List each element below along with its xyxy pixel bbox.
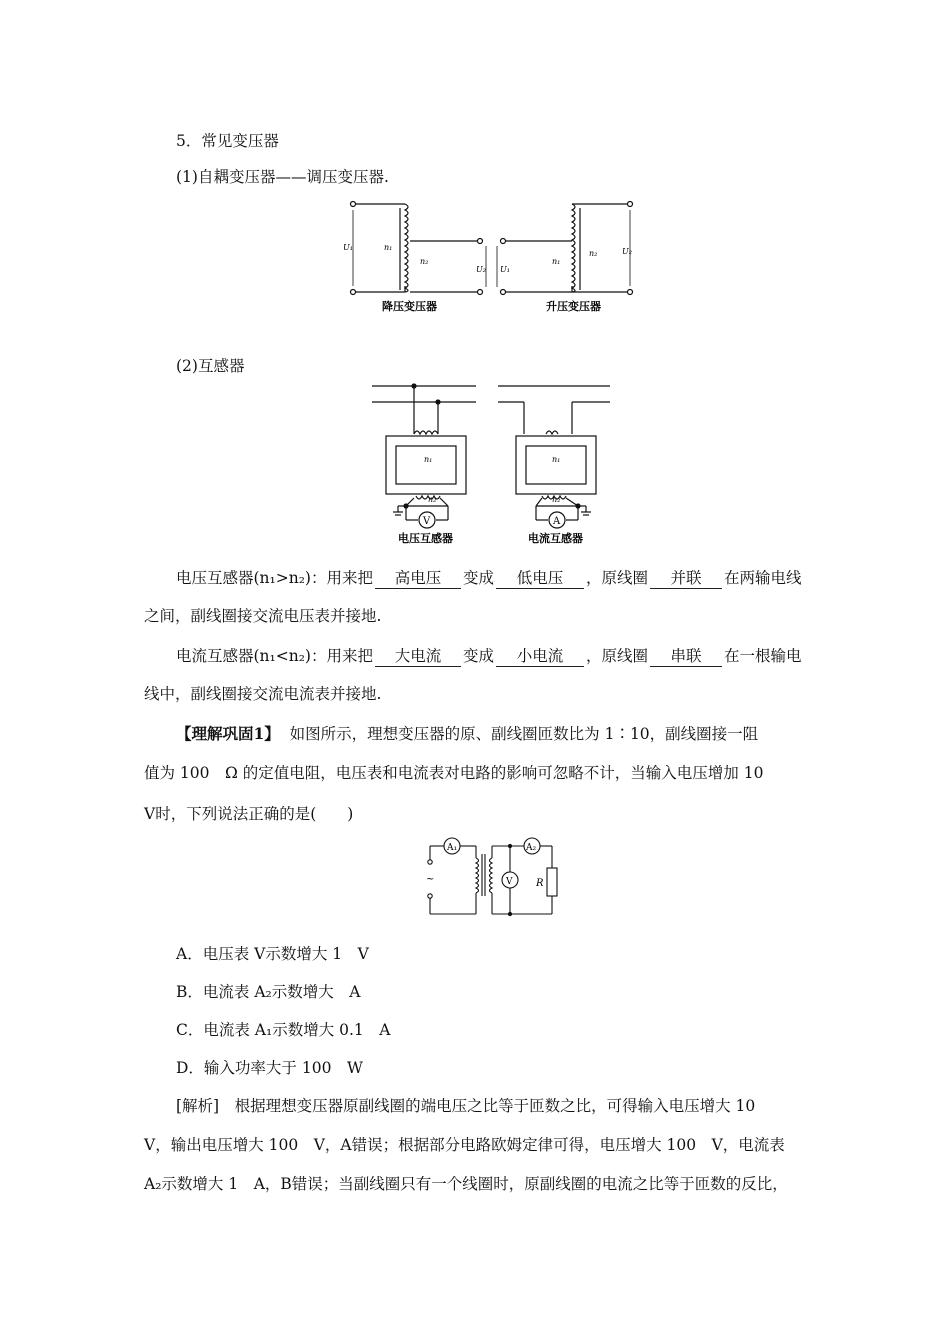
- svg-text:U₂: U₂: [622, 247, 632, 256]
- svg-text:V: V: [506, 877, 513, 887]
- svg-text:A₂: A₂: [526, 843, 537, 853]
- pt-sentence-cont: 之间，副线圈接交流电压表并接地.: [144, 607, 382, 625]
- blank-low-voltage: 低电压: [496, 566, 584, 589]
- svg-text:n₁: n₁: [424, 455, 433, 464]
- question-tag: 【理解巩固1】: [176, 724, 280, 743]
- svg-text:R: R: [536, 878, 544, 889]
- analysis-line2: V，输出电压增大 100 V，A错误；根据部分电路欧姆定律可得，电压增大 100 V，电流表: [144, 1136, 785, 1154]
- svg-text:V: V: [423, 516, 431, 527]
- svg-text:n₁: n₁: [552, 257, 561, 266]
- svg-text:n₂: n₂: [420, 257, 429, 266]
- blank-series: 串联: [650, 644, 722, 667]
- svg-text:n₁: n₁: [552, 455, 561, 464]
- svg-text:升压变压器: 升压变压器: [546, 300, 601, 313]
- svg-text:电压互感器: 电压互感器: [398, 532, 453, 545]
- blank-small-current: 小电流: [496, 644, 584, 667]
- svg-text:降压变压器: 降压变压器: [382, 300, 437, 313]
- blank-parallel: 并联: [650, 566, 722, 589]
- svg-text:n₁: n₁: [384, 243, 393, 252]
- question-line3: V时，下列说法正确的是( ): [144, 805, 354, 823]
- pt-sentence: 电压互感器(n₁>n₂)：用来把 高电压 变成 低电压 ，原线圈 并联 在两输电线: [176, 566, 950, 589]
- svg-text:U₁: U₁: [343, 243, 353, 252]
- svg-text:~: ~: [426, 874, 435, 885]
- analysis-line3: A₂示数增大 1 A，B错误；当副线圈只有一个线圈时，原副线圈的电流之比等于匝数的反比，: [144, 1175, 788, 1193]
- blank-large-current: 大电流: [375, 644, 461, 667]
- svg-text:A: A: [553, 516, 561, 527]
- option-a: A．电压表 V示数增大 1 V: [176, 945, 369, 963]
- analysis-line1: [解析] 根据理想变压器原副线圈的端电压之比等于匝数之比，可得输入电压增大 10: [176, 1097, 756, 1115]
- svg-text:U₁: U₁: [500, 265, 510, 274]
- svg-text:n₂: n₂: [552, 495, 561, 504]
- svg-text:n₂: n₂: [589, 249, 598, 258]
- autotransformer-figure: [340, 192, 650, 320]
- svg-text:A₁: A₁: [447, 843, 458, 853]
- ct-sentence: 电流互感器(n₁<n₂)：用来把 大电流 变成 小电流 ，原线圈 串联 在一根输电: [176, 644, 950, 667]
- question-line1: 【理解巩固1】 如图所示，理想变压器的原、副线圈匝数比为 1∶10，副线圈接一阻: [176, 724, 759, 743]
- option-c: C．电流表 A₁示数增大 0.1 A: [176, 1021, 391, 1039]
- svg-text:n₂: n₂: [428, 495, 437, 504]
- section-title: 5．常见变压器: [176, 132, 279, 150]
- option-d: D．输入功率大于 100 W: [176, 1059, 363, 1077]
- ct-sentence-cont: 线中，副线圈接交流电流表并接地.: [144, 685, 382, 703]
- svg-text:电流互感器: 电流互感器: [528, 532, 583, 545]
- question-line2: 值为 100 Ω 的定值电阻，电压表和电流表对电路的影响可忽略不计，当输入电压增加 10: [144, 764, 764, 782]
- instrument-transformer-figure: [366, 378, 616, 546]
- circuit-figure: [418, 834, 568, 920]
- subsection-instrument-transformer: (2)互感器: [176, 357, 245, 375]
- svg-text:U₂: U₂: [476, 265, 486, 274]
- blank-high-voltage: 高电压: [375, 566, 461, 589]
- subsection-autotransformer: (1)自耦变压器——调压变压器.: [176, 168, 389, 186]
- option-b: B．电流表 A₂示数增大 A: [176, 983, 361, 1001]
